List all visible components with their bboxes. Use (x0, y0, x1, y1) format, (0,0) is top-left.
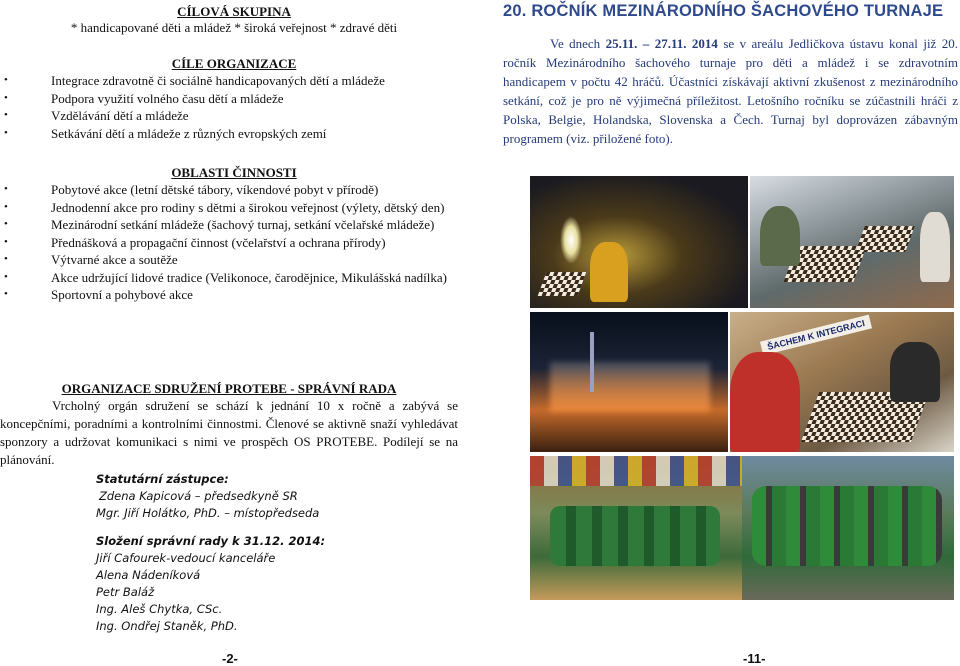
organization-text-first-line: Vrcholný orgán sdružení se schází k jednání 10 x ročně a zabývá se (52, 398, 458, 413)
list-item: • Podpora využití volného času dětí a mládeže (0, 90, 468, 108)
organization-text: koncepčními, poradními a kontrolními činnostmi. Členové se aktivně snaží vyhledávat sponzory a udržovat komunikaci s nimi ve prospěch OS PROTEBE. Podílejí se na plánování. (0, 416, 458, 467)
activities-title: OBLASTI ČINNOSTI (171, 165, 297, 180)
list-item: • Integrace zdravotně či sociálně handicapovaných dětí a mládeže (0, 72, 468, 90)
list-item: • Vzdělávání dětí a mládeže (0, 107, 468, 125)
right-page (480, 0, 960, 666)
board-member: Ing. Ondřej Staněk, PhD. (96, 619, 238, 633)
target-group-section (0, 4, 468, 36)
left-page (0, 0, 468, 666)
page-number-right: -11- (743, 651, 766, 666)
board-member: Alena Nádeníková (96, 568, 201, 582)
board-member: Ing. Aleš Chytka, CSc. (96, 602, 223, 616)
target-group-title: CÍLOVÁ SKUPINA (177, 4, 291, 19)
goals-title: CÍLE ORGANIZACE (171, 56, 297, 71)
photo-chess-players (730, 312, 954, 452)
photo-gym-group (530, 456, 742, 600)
goals-list (0, 72, 468, 142)
board-member: Jiří Cafourek-vedoucí kanceláře (96, 551, 276, 565)
photo-chess-hall (750, 176, 954, 308)
description-lead: Ve dnech (550, 36, 606, 51)
photo-banner-text: ŠACHEM K INTEGRACI (760, 315, 872, 356)
tournament-title: 20. ROČNÍK MEZINÁRODNÍHO ŠACHOVÉHO TURNAJE (503, 2, 944, 20)
goals-section (0, 56, 468, 142)
representatives-label: Statutární zástupce: (96, 472, 229, 486)
activities-section (0, 165, 468, 304)
list-item: • Sportovní a pohybové akce (0, 286, 456, 304)
tournament-description (503, 34, 958, 148)
photo-night-fountain (530, 312, 728, 452)
list-item: • Mezinárodní setkání mládeže (šachový turnaj, setkání včelařské mládeže) (0, 216, 456, 234)
list-item: • Pobytové akce (letní dětské tábory, víkendové pobyt v přírodě) (0, 181, 456, 199)
list-item: • Setkávání dětí a mládeže z různých evropských zemí (0, 125, 468, 143)
representative-name: Mgr. Jiří Holátko, PhD. – místopředseda (96, 506, 320, 520)
description-body: se v areálu Jedličkova ústavu konal již 20. ročník Mezinárodního šachového turnaje pro děti a mládež i se zdravotním handicapem v počtu 42 hráčů. Účastníci získávají aktivní zkušenost z mezinárodního setkání, což je pro ně výjimečná příležitost. Letošního ročníku se zúčastnili hráči z Polska, Belgie, Holandska, Slovenska a Čech. Turnaj byl doprovázen zábavným programem (viz. přiložené foto). (503, 36, 958, 146)
page-number-left: -2- (222, 651, 238, 666)
board-label: Složení správní rady k 31.12. 2014: (96, 534, 326, 548)
description-dates: 25.11. – 27.11. 2014 (605, 36, 718, 51)
list-item: • Jednodenní akce pro rodiny s dětmi a širokou veřejnost (výlety, dětský den) (0, 199, 456, 217)
organization-title: ORGANIZACE SDRUŽENÍ PROTEBE - SPRÁVNÍ RADA (61, 381, 397, 396)
target-group-subtitle: * handicapované děti a mládež * široká veřejnost * zdravé děti (70, 20, 398, 35)
list-item: • Přednášková a propagační činnost (včelařství a ochrana přírody) (0, 234, 456, 252)
board-member: Petr Baláž (96, 585, 155, 599)
organization-section (0, 381, 458, 469)
representative-name: Zdena Kapicová – předsedkyně SR (99, 489, 298, 503)
board-members-block (96, 471, 334, 635)
photo-candle-ceremony (530, 176, 748, 308)
photo-outdoor-group (742, 456, 954, 600)
activities-list (0, 181, 468, 304)
list-item: • Výtvarné akce a soutěže (0, 251, 456, 269)
list-item: • Akce udržující lidové tradice (Velikonoce, čarodějnice, Mikulášská nadílka) (0, 269, 456, 287)
